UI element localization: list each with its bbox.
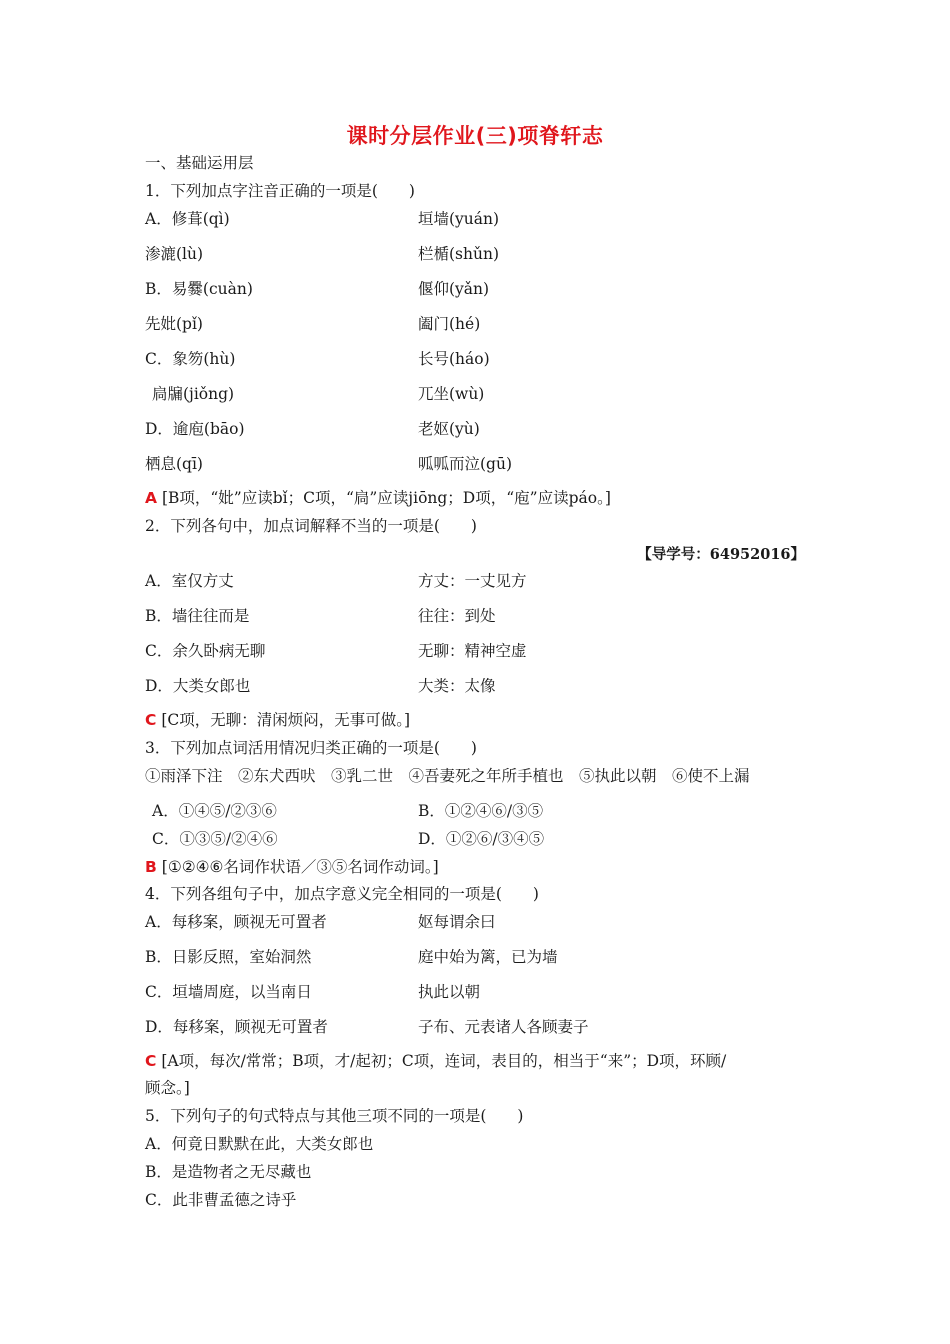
guide-number: 【导学号：64952016】 (637, 546, 805, 563)
q1-option: B．易爨(cuàn) (145, 280, 253, 298)
answer-letter: A (145, 489, 157, 507)
q1-answer (145, 488, 611, 508)
question-1-stem: 1．下列加点字注音正确的一项是( ) (145, 182, 415, 200)
question-2-stem: 2．下列各句中，加点词解释不当的一项是( ) (145, 517, 477, 535)
question-4-stem: 4．下列各组句子中，加点字意义完全相同的一项是( ) (145, 885, 539, 903)
q5-option: B．是造物者之无尽藏也 (145, 1163, 312, 1181)
q1-option: 先妣(pǐ) (145, 315, 203, 333)
q4-option: B．日影反照，室始洞然 (145, 948, 312, 966)
q3-option: C．①③⑤/②④⑥ (152, 830, 278, 848)
q4-answer-continued: 顾念。] (145, 1079, 190, 1097)
page-title: 课时分层作业(三)项脊轩志 (346, 124, 604, 148)
q2-option: 方丈：一丈见方 (418, 572, 527, 590)
answer-letter: B (145, 858, 157, 876)
q4-option: C．垣墙周庭，以当南日 (145, 983, 312, 1001)
answer-explanation: [B项，“妣”应读bǐ；C项，“扃”应读jiōng；D项，“庖”应读páo。] (161, 489, 611, 507)
q4-option: 子布、元表诸人各顾妻子 (418, 1018, 589, 1036)
q1-option: 栖息(qī) (145, 455, 203, 473)
q2-option: 大类：太像 (418, 677, 496, 695)
q4-option: 庭中始为篱，已为墙 (418, 948, 558, 966)
q5-option: C．此非曹孟德之诗乎 (145, 1191, 297, 1209)
q5-option: A．何竟日默默在此，大类女郎也 (145, 1135, 374, 1153)
q2-option: 无聊：精神空虚 (418, 642, 527, 660)
q3-answer (145, 857, 439, 877)
q4-option: 妪每谓余曰 (418, 913, 496, 931)
answer-letter: C (145, 1052, 157, 1070)
q1-option: 扃牖(jiǒng) (152, 385, 235, 403)
q1-option: 渗漉(lù) (145, 245, 204, 263)
answer-explanation: [C项，无聊：清闲烦闷，无事可做。] (161, 711, 411, 729)
q2-answer (145, 710, 410, 730)
q4-option: A．每移案，顾视无可置者 (145, 913, 327, 931)
q1-option: 栏楯(shǔn) (418, 245, 499, 263)
q1-option: 垣墙(yuán) (418, 210, 500, 228)
q4-answer (145, 1051, 726, 1071)
question-5-stem: 5．下列句子的句式特点与其他三项不同的一项是( ) (145, 1107, 524, 1125)
q2-option: D．大类女郎也 (145, 677, 251, 695)
q3-items: ①雨泽下注 ②东犬西吠 ③乳二世 ④吾妻死之年所手植也 ⑤执此以朝 ⑥使不上漏 (145, 767, 750, 785)
q3-option: D．①②⑥/③④⑤ (418, 830, 545, 848)
q1-option: A．修葺(qì) (145, 210, 230, 228)
q4-option: D．每移案，顾视无可置者 (145, 1018, 328, 1036)
q3-option: B．①②④⑥/③⑤ (418, 802, 544, 820)
q2-option: A．室仅方丈 (145, 572, 234, 590)
answer-letter: C (145, 711, 157, 729)
q1-option: 长号(háo) (418, 350, 490, 368)
q1-option: 老妪(yù) (418, 420, 480, 438)
section-heading: 一、基础运用层 (145, 154, 254, 172)
q1-option: 呱呱而泣(gū) (418, 455, 512, 473)
q4-option: 执此以朝 (418, 983, 481, 1001)
answer-explanation: [①②④⑥名词作状语／③⑤名词作动词。] (161, 858, 439, 876)
answer-explanation: [A项，每次/常常；B项，才/起初；C项，连词，表目的，相当于“来”；D项，环顾/ (161, 1052, 727, 1070)
q1-option: D．逾庖(bāo) (145, 420, 245, 438)
q2-option: C．余久卧病无聊 (145, 642, 266, 660)
q2-option: B．墙往往而是 (145, 607, 250, 625)
q1-option: 兀坐(wù) (418, 385, 485, 403)
q1-option: C．象笏(hù) (145, 350, 236, 368)
q2-option: 往往：到处 (418, 607, 496, 625)
q3-option: A．①④⑤/②③⑥ (152, 802, 277, 820)
q1-option: 阖门(hé) (418, 315, 481, 333)
q1-option: 偃仰(yǎn) (418, 280, 490, 298)
question-3-stem: 3．下列加点词活用情况归类正确的一项是( ) (145, 739, 477, 757)
